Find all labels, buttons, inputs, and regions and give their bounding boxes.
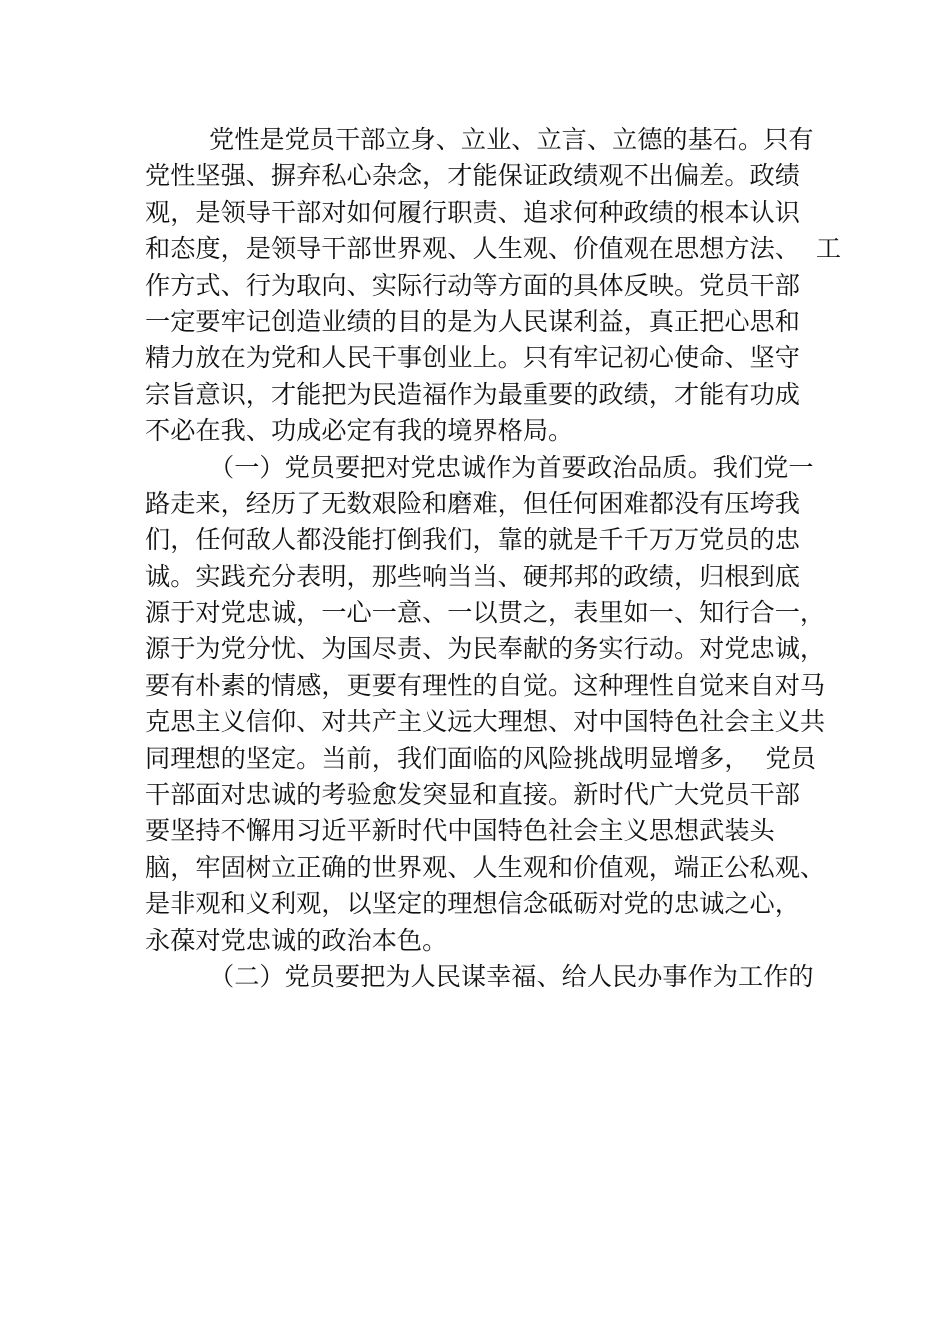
text-line: 宗旨意识，才能把为民造福作为最重要的政绩，才能有功成	[145, 379, 800, 409]
text-line: 克思主义信仰、对共产主义远大理想、对中国特色社会主义共	[145, 707, 826, 737]
text-line: 是非观和义利观，以坚定的理想信念砥砺对党的忠诚之心，	[145, 889, 800, 919]
text-line: 一定要牢记创造业绩的目的是为人民谋利益，真正把心思和	[145, 306, 800, 336]
body-text	[145, 122, 842, 995]
text-line: 不必在我、功成必定有我的境界格局。	[145, 416, 574, 446]
text-line: 精力放在为党和人民干事创业上。只有牢记初心使命、坚守	[145, 343, 800, 373]
text-line: 作方式、行为取向、实际行动等方面的具体反映。党员干部	[145, 270, 800, 300]
text-line: 要有朴素的情感，更要有理性的自觉。这种理性自觉来自对马	[145, 670, 826, 700]
text-line: 源于为党分忧、为国尽责、为民奉献的务实行动。对党忠诚，	[145, 634, 826, 664]
text-line: 们，任何敌人都没能打倒我们，靠的就是千千万万党员的忠	[145, 525, 800, 555]
text-line: （二）党员要把为人民谋幸福、给人民办事作为工作的	[145, 961, 814, 991]
text-line: 源于对党忠诚，一心一意、一以贯之，表里如一、知行合一，	[145, 598, 826, 628]
text-line: 和态度，是领导干部世界观、人生观、价值观在思想方法、 工	[145, 234, 842, 264]
text-line: 观，是领导干部对如何履行职责、追求何种政绩的根本认识	[145, 197, 800, 227]
text-line: （一）党员要把对党忠诚作为首要政治品质。我们党一	[145, 452, 814, 482]
text-line: 脑，牢固树立正确的世界观、人生观和价值观，端正公私观、	[145, 852, 826, 882]
text-line: 要坚持不懈用习近平新时代中国特色社会主义思想武装头	[145, 816, 775, 846]
text-line: 干部面对忠诚的考验愈发突显和直接。新时代广大党员干部	[145, 780, 800, 810]
text-line: 党性是党员干部立身、立业、立言、立德的基石。只有	[145, 125, 814, 154]
text-line: 永葆对党忠诚的政治本色。	[145, 925, 448, 955]
text-line: 同理想的坚定。当前，我们面临的风险挑战明显增多， 党员	[145, 743, 816, 773]
text-line: 路走来，经历了无数艰险和磨难，但任何困难都没有压垮我	[145, 488, 800, 518]
text-line: 诚。实践充分表明，那些响当当、硬邦邦的政绩，归根到底	[145, 561, 800, 591]
text-line: 党性坚强、摒弃私心杂念，才能保证政绩观不出偏差。政绩	[145, 161, 800, 191]
